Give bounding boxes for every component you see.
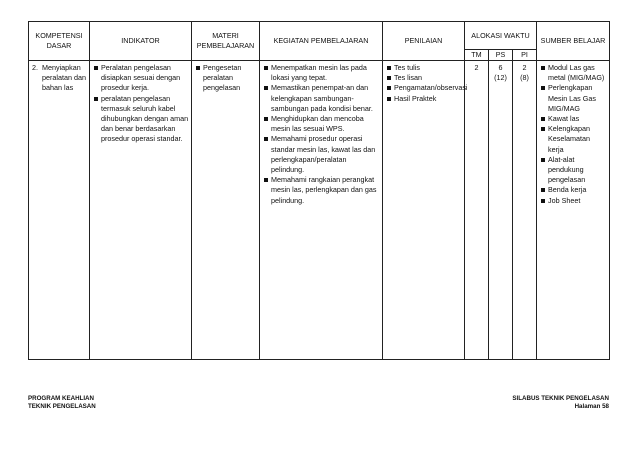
list-item: Tes tulis <box>386 63 462 73</box>
indikator-list <box>93 63 189 145</box>
header-indikator: INDIKATOR <box>90 22 192 61</box>
list-item: Pengesetan peralatan pengelasan <box>195 63 257 94</box>
list-item: Perlengkapan Mesin Las Gas MIG/MAG <box>540 83 607 114</box>
pi-note: (8) <box>520 73 529 83</box>
sumber-cell <box>537 61 610 360</box>
list-item: Modul Las gas metal (MIG/MAG) <box>540 63 607 83</box>
footer-right <box>512 395 609 411</box>
list-item: Memahami rangkaian perangkat mesin las, perlengkapan dan gas pelindung. <box>263 175 380 206</box>
pi-value: 2 <box>522 63 527 72</box>
list-item: Pengamatan/observasi <box>386 83 462 93</box>
indikator-cell <box>90 61 192 360</box>
footer-program-name: TEKNIK PENGELASAN <box>28 403 96 410</box>
list-item: Benda kerja <box>540 185 607 195</box>
ps-value: 6 <box>498 63 503 72</box>
kegiatan-cell <box>260 61 383 360</box>
header-kompetensi-dasar: KOMPETENSI DASAR <box>29 22 90 61</box>
list-item: Menghidupkan dan mencoba mesin las sesuai WPS. <box>263 114 380 134</box>
ps-cell <box>489 61 513 360</box>
footer-program: PROGRAM KEAHLIAN <box>28 395 94 402</box>
header-materi-pembelajaran: MATERI PEMBELAJARAN <box>192 22 260 61</box>
header-sumber-belajar: SUMBER BELAJAR <box>537 22 610 61</box>
sumber-list <box>540 63 607 206</box>
tm-cell <box>465 61 489 360</box>
footer-page-number: Halaman 58 <box>574 403 609 410</box>
list-item: Menempatkan mesin las pada lokasi yang tepat. <box>263 63 380 83</box>
materi-cell <box>192 61 260 360</box>
penilaian-list <box>386 63 468 104</box>
ps-note: (12) <box>494 73 507 83</box>
list-item: Alat-alat pendukung pengelasan <box>540 155 607 186</box>
list-item: Kawat las <box>540 114 607 124</box>
header-pi: PI <box>513 50 537 61</box>
kompetensi-dasar-cell <box>29 61 90 360</box>
table-row <box>29 61 610 360</box>
list-item: Memastikan penempat-an dan kelengkapan sambungan-sambungan pada kondisi benar. <box>263 83 380 114</box>
list-item: peralatan pengelasan termasuk seluruh kabel dihubungkan dengan aman dan benar berdasarkan prosedur operasi standar. <box>93 94 189 145</box>
pi-cell <box>513 61 537 360</box>
footer-left <box>28 395 96 411</box>
footer-document-title: SILABUS TEKNIK PENGELASAN <box>512 395 609 402</box>
list-item: Memahami prosedur operasi standar mesin las, kawat las dan perlengkapan/peralatan pelindung. <box>263 134 380 175</box>
header-penilaian: PENILAIAN <box>383 22 465 61</box>
syllabus-table <box>28 21 610 360</box>
tm-value: 2 <box>474 63 479 72</box>
header-ps: PS <box>489 50 513 61</box>
list-item: Hasil Praktek <box>386 94 462 104</box>
list-item: Job Sheet <box>540 196 607 206</box>
list-item: Tes lisan <box>386 73 462 83</box>
header-tm: TM <box>465 50 489 61</box>
penilaian-cell <box>383 61 468 360</box>
list-item: Peralatan pengelasan disiapkan sesuai dengan prosedur kerja. <box>93 63 189 94</box>
kd-number: 2. <box>32 63 38 72</box>
list-item: Kelengkapan Keselamatan kerja <box>540 124 607 155</box>
header-alokasi-waktu: ALOKASI WAKTU <box>465 22 537 50</box>
materi-list <box>195 63 257 94</box>
kegiatan-list <box>263 63 380 206</box>
header-kegiatan-pembelajaran: KEGIATAN PEMBELAJARAN <box>260 22 383 61</box>
kd-text: Menyiapkan peralatan dan bahan las <box>42 63 86 93</box>
